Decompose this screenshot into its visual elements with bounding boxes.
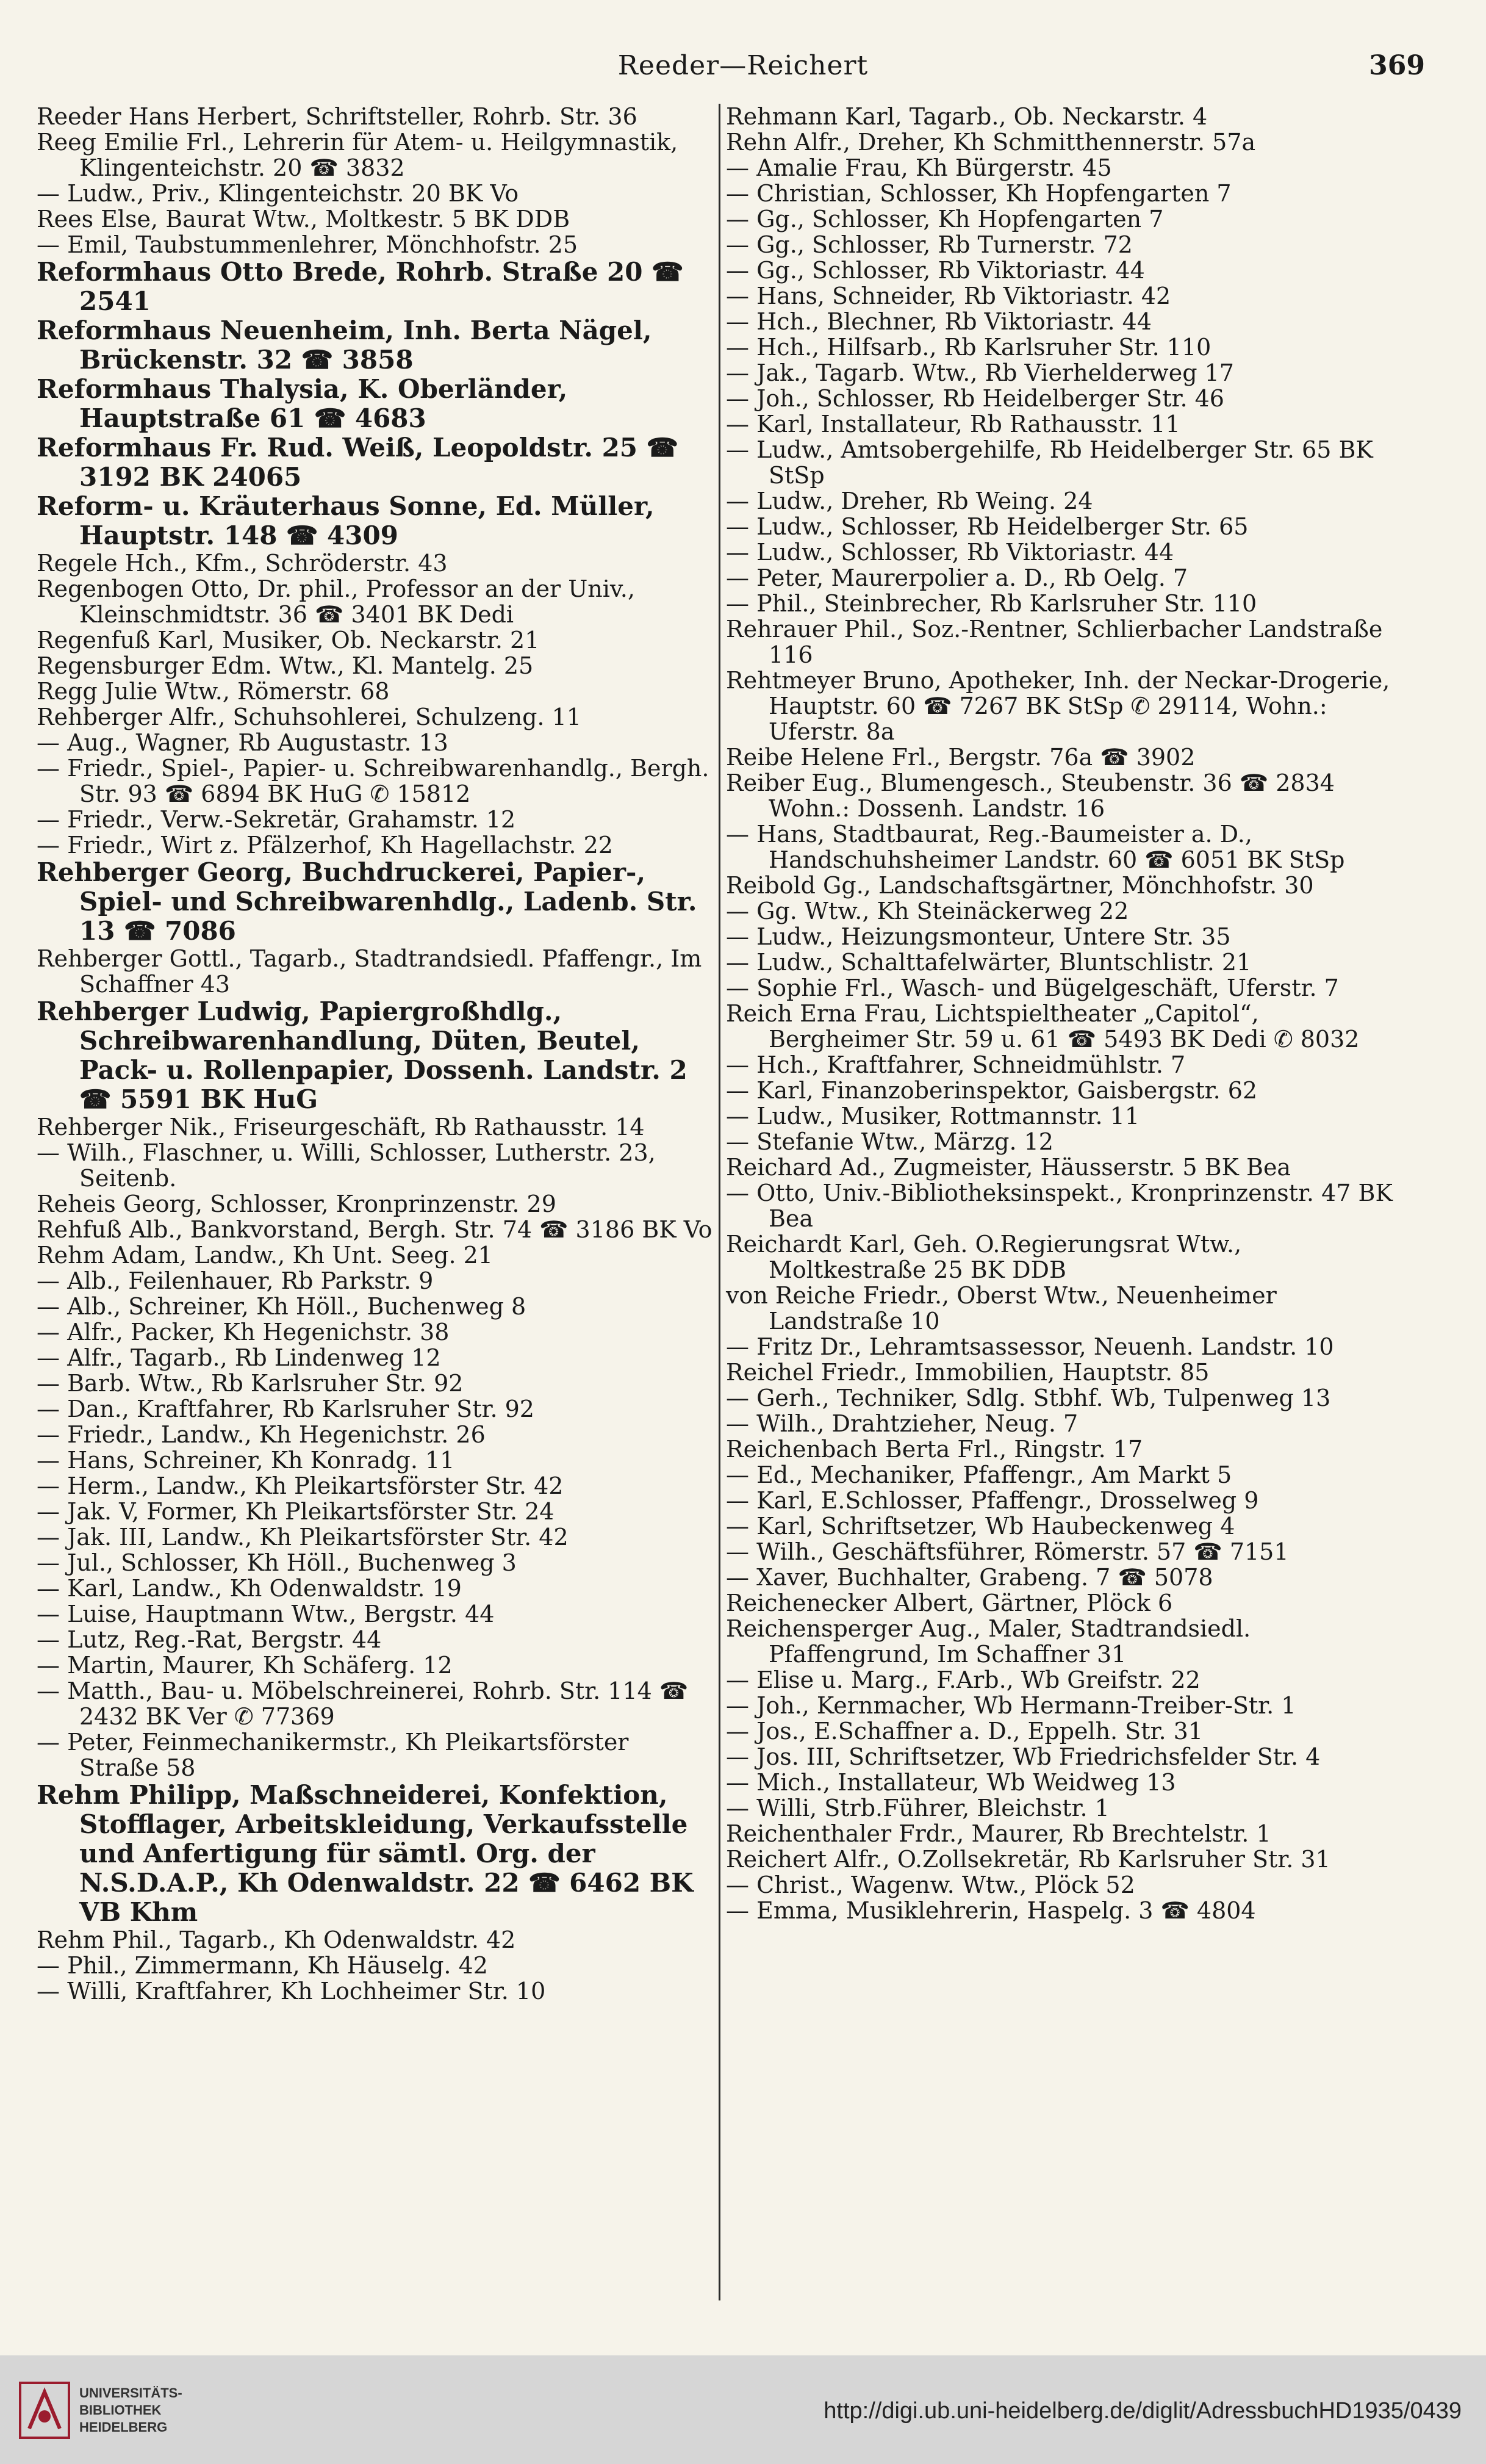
directory-entry: — Hans, Schreiner, Kh Konradg. 11	[37, 1447, 455, 1474]
directory-entry: — Stefanie Wtw., Märzg. 12	[726, 1128, 1053, 1155]
directory-entry: — Sophie Frl., Wasch- und Bügelgeschäft, Uferstr. 7	[726, 974, 1339, 1001]
directory-entry: Rees Else, Baurat Wtw., Moltkestr. 5 BK DDB	[37, 206, 570, 232]
directory-entry: — Jos., E.Schaffner a. D., Eppelh. Str. 31	[726, 1718, 1204, 1745]
directory-entry: Reibe Helene Frl., Bergstr. 76a ☎ 3902	[726, 744, 1196, 771]
directory-entry: Reibold Gg., Landschaftsgärtner, Mönchhofstr. 30	[726, 872, 1314, 899]
directory-entry: Rehm Phil., Tagarb., Kh Odenwaldstr. 42	[37, 1926, 516, 1953]
directory-entry: — Friedr., Wirt z. Pfälzerhof, Kh Hagellachstr. 22	[37, 832, 613, 859]
right-column	[726, 104, 1403, 1923]
directory-entry: — Karl, Finanzoberinspektor, Gaisbergstr. 62	[726, 1077, 1258, 1104]
university-library-logo-icon	[17, 2380, 72, 2441]
directory-entry: Reeder Hans Herbert, Schriftsteller, Rohrb. Str. 36	[37, 103, 637, 130]
directory-entry: — Hans, Schneider, Rb Viktoriastr. 42	[726, 283, 1171, 309]
directory-entry: — Joh., Kernmacher, Wb Hermann-Treiber-Str. 1	[726, 1692, 1296, 1719]
directory-entry: — Alfr., Tagarb., Rb Lindenweg 12	[37, 1344, 441, 1371]
directory-entry: — Ludw., Schlosser, Rb Heidelberger Str. 65	[726, 513, 1249, 540]
directory-entry: — Karl, Landw., Kh Odenwaldstr. 19	[37, 1575, 462, 1602]
directory-entry: — Luise, Hauptmann Wtw., Bergstr. 44	[37, 1601, 495, 1627]
directory-entry: Rehberger Ludwig, Papiergroßhdlg., Schreibwarenhandlung, Düten, Beutel, Pack- u. Rollenpapier, Dossenh. Landstr. 2 ☎ 5591 BK HuG	[37, 996, 687, 1114]
directory-entry: — Ludw., Schalttafelwärter, Bluntschlistr. 21	[726, 949, 1252, 976]
directory-entry: — Elise u. Marg., F.Arb., Wb Greifstr. 22	[726, 1666, 1201, 1693]
library-name-line1: UNIVERSITÄTS-	[79, 2385, 182, 2401]
directory-entry: — Gg., Schlosser, Kh Hopfengarten 7	[726, 206, 1164, 232]
directory-entry: — Gerh., Techniker, Sdlg. Stbhf. Wb, Tulpenweg 13	[726, 1385, 1331, 1411]
directory-entry: — Ludw., Musiker, Rottmannstr. 11	[726, 1103, 1140, 1129]
directory-entry: Reichel Friedr., Immobilien, Hauptstr. 85	[726, 1359, 1210, 1386]
directory-entry: — Otto, Univ.-Bibliotheksinspekt., Kronprinzenstr. 47 BK Bea	[726, 1180, 1393, 1232]
directory-entry: — Dan., Kraftfahrer, Rb Karlsruher Str. 92	[37, 1396, 534, 1422]
directory-entry: — Matth., Bau- u. Möbelschreinerei, Rohrb. Str. 114 ☎ 2432 BK Ver ✆ 77369	[37, 1677, 689, 1730]
directory-entry: — Amalie Frau, Kh Bürgerstr. 45	[726, 154, 1112, 181]
directory-entry: Rehtmeyer Bruno, Apotheker, Inh. der Neckar-Drogerie, Hauptstr. 60 ☎ 7267 BK StSp ✆ 29114, Wohn.: Uferstr. 8a	[726, 667, 1390, 745]
directory-entry: — Lutz, Reg.-Rat, Bergstr. 44	[37, 1626, 382, 1653]
directory-entry: Reich Erna Frau, Lichtspieltheater „Capitol“, Bergheimer Str. 59 u. 61 ☎ 5493 BK Dedi ✆ 8032	[726, 1000, 1360, 1053]
directory-entry: Regenfuß Karl, Musiker, Ob. Neckarstr. 21	[37, 627, 540, 654]
directory-entry: — Willi, Kraftfahrer, Kh Lochheimer Str. 10	[37, 1978, 546, 2005]
directory-entry: — Wilh., Flaschner, u. Willi, Schlosser, Lutherstr. 23, Seitenb.	[37, 1139, 656, 1192]
directory-entry: — Gg. Wtw., Kh Steinäckerweg 22	[726, 898, 1129, 924]
library-name-line2: BIBLIOTHEK	[79, 2402, 162, 2418]
directory-entry: — Joh., Schlosser, Rb Heidelberger Str. 46	[726, 385, 1224, 412]
directory-entry: Rehm Philipp, Maßschneiderei, Konfektion, Stofflager, Arbeitskleidung, Verkaufsstelle und Anfertigung für sämtl. Org. der N.S.D.A.P., Kh Odenwaldstr. 22 ☎ 6462 BK VB Khm	[37, 1780, 694, 1927]
library-name	[79, 2385, 182, 2436]
directory-entry: — Jak. V, Former, Kh Pleikartsförster Str. 24	[37, 1498, 555, 1525]
directory-entry: — Emma, Musiklehrerin, Haspelg. 3 ☎ 4804	[726, 1897, 1256, 1924]
directory-entry: Reeg Emilie Frl., Lehrerin für Atem- u. Heilgymnastik, Klingenteichstr. 20 ☎ 3832	[37, 129, 678, 181]
directory-entry: — Peter, Feinmechanikermstr., Kh Pleikartsförster Straße 58	[37, 1729, 629, 1781]
directory-entry: Reichenthaler Frdr., Maurer, Rb Brechtelstr. 1	[726, 1820, 1271, 1847]
directory-entry: Regg Julie Wtw., Römerstr. 68	[37, 678, 390, 705]
directory-entry: Reformhaus Otto Brede, Rohrb. Straße 20 ☎ 2541	[37, 257, 684, 316]
directory-entry: Reheis Georg, Schlosser, Kronprinzenstr. 29	[37, 1191, 556, 1217]
directory-entry: Reformhaus Thalysia, K. Oberländer, Hauptstraße 61 ☎ 4683	[37, 374, 568, 433]
directory-entry: — Ludw., Priv., Klingenteichstr. 20 BK Vo	[37, 180, 519, 207]
directory-entry: — Jos. III, Schriftsetzer, Wb Friedrichsfelder Str. 4	[726, 1743, 1321, 1770]
directory-entry: — Aug., Wagner, Rb Augustastr. 13	[37, 729, 448, 756]
page-header	[37, 50, 1449, 93]
directory-entry: Rehberger Gottl., Tagarb., Stadtrandsiedl. Pfaffengr., Im Schaffner 43	[37, 945, 702, 998]
directory-entry: Regensburger Edm. Wtw., Kl. Mantelg. 25	[37, 652, 534, 679]
directory-entry: — Hans, Stadtbaurat, Reg.-Baumeister a. D., Handschuhsheimer Landstr. 60 ☎ 6051 BK StSp	[726, 821, 1345, 873]
directory-entry: — Mich., Installateur, Wb Weidweg 13	[726, 1769, 1176, 1796]
directory-entry: — Ludw., Heizungsmonteur, Untere Str. 35	[726, 923, 1231, 950]
directory-entry: — Fritz Dr., Lehramtsassessor, Neuenh. Landstr. 10	[726, 1333, 1334, 1360]
directory-entry: — Wilh., Drahtzieher, Neug. 7	[726, 1410, 1079, 1437]
directory-entry: — Barb. Wtw., Rb Karlsruher Str. 92	[37, 1370, 464, 1397]
directory-entry: — Ludw., Amtsobergehilfe, Rb Heidelberger Str. 65 BK StSp	[726, 436, 1373, 489]
directory-entry: — Emil, Taubstummenlehrer, Mönchhofstr. 25	[37, 231, 578, 258]
directory-entry: — Christ., Wagenw. Wtw., Plöck 52	[726, 1871, 1135, 1898]
directory-entry: Reformhaus Fr. Rud. Weiß, Leopoldstr. 25 ☎ 3192 BK 24065	[37, 433, 678, 492]
directory-entry: — Gg., Schlosser, Rb Turnerstr. 72	[726, 231, 1133, 258]
directory-entry: — Ludw., Dreher, Rb Weing. 24	[726, 488, 1093, 514]
left-column	[37, 104, 714, 2004]
directory-entry: Rehberger Nik., Friseurgeschäft, Rb Rathausstr. 14	[37, 1114, 645, 1140]
directory-entry: — Karl, E.Schlosser, Pfaffengr., Drosselweg 9	[726, 1487, 1259, 1514]
page-title: Reeder—Reichert	[617, 50, 869, 81]
directory-entry: — Phil., Steinbrecher, Rb Karlsruher Str. 110	[726, 590, 1257, 617]
directory-entry: — Martin, Maurer, Kh Schäferg. 12	[37, 1652, 453, 1679]
directory-entry: Reichardt Karl, Geh. O.Regierungsrat Wtw., Moltkestraße 25 BK DDB	[726, 1231, 1242, 1283]
page-number: 369	[1369, 50, 1425, 81]
directory-entry: — Peter, Maurerpolier a. D., Rb Oelg. 7	[726, 564, 1188, 591]
directory-entry: — Xaver, Buchhalter, Grabeng. 7 ☎ 5078	[726, 1564, 1213, 1591]
directory-entry: Reformhaus Neuenheim, Inh. Berta Nägel, Brückenstr. 32 ☎ 3858	[37, 315, 652, 375]
directory-entry: — Alb., Schreiner, Kh Höll., Buchenweg 8	[37, 1293, 526, 1320]
directory-entry: — Gg., Schlosser, Rb Viktoriastr. 44	[726, 257, 1145, 284]
directory-entry: Reform- u. Kräuterhaus Sonne, Ed. Müller, Hauptstr. 148 ☎ 4309	[37, 491, 655, 550]
directory-entry: Rehfuß Alb., Bankvorstand, Bergh. Str. 74 ☎ 3186 BK Vo	[37, 1216, 712, 1243]
directory-entry: — Willi, Strb.Führer, Bleichstr. 1	[726, 1795, 1110, 1821]
directory-entry: Rehrauer Phil., Soz.-Rentner, Schlierbacher Landstraße 116	[726, 616, 1383, 668]
directory-entry: Reichensperger Aug., Maler, Stadtrandsiedl. Pfaffengrund, Im Schaffner 31	[726, 1615, 1251, 1668]
directory-entry: — Herm., Landw., Kh Pleikartsförster Str. 42	[37, 1472, 564, 1499]
directory-entry: Rehberger Georg, Buchdruckerei, Papier-, Spiel- und Schreibwarenhdlg., Ladenb. Str. 13 ☎ 7086	[37, 857, 697, 946]
directory-entry: — Friedr., Spiel-, Papier- u. Schreibwarenhandlg., Bergh. Str. 93 ☎ 6894 BK HuG ✆ 15812	[37, 755, 709, 807]
directory-entry: — Karl, Schriftsetzer, Wb Haubeckenweg 4	[726, 1513, 1235, 1540]
source-url-link[interactable]: http://digi.ub.uni-heidelberg.de/diglit/AdressbuchHD1935/0439	[824, 2398, 1462, 2424]
column-divider	[719, 104, 720, 2300]
directory-entry: Reiber Eug., Blumengesch., Steubenstr. 36 ☎ 2834 Wohn.: Dossenh. Landstr. 16	[726, 769, 1335, 822]
directory-entry: — Friedr., Landw., Kh Hegenichstr. 26	[37, 1421, 486, 1448]
directory-entry: — Ed., Mechaniker, Pfaffengr., Am Markt 5	[726, 1461, 1232, 1488]
directory-entry: Rehm Adam, Landw., Kh Unt. Seeg. 21	[37, 1242, 493, 1269]
directory-entry: — Friedr., Verw.-Sekretär, Grahamstr. 12	[37, 806, 516, 833]
directory-entry: von Reiche Friedr., Oberst Wtw., Neuenheimer Landstraße 10	[726, 1282, 1277, 1335]
directory-entry: — Karl, Installateur, Rb Rathausstr. 11	[726, 411, 1180, 438]
directory-entry: — Hch., Hilfsarb., Rb Karlsruher Str. 110	[726, 334, 1211, 361]
directory-entry: — Ludw., Schlosser, Rb Viktoriastr. 44	[726, 539, 1174, 566]
directory-entry: — Christian, Schlosser, Kh Hopfengarten 7	[726, 180, 1232, 207]
directory-entry: Rehmann Karl, Tagarb., Ob. Neckarstr. 4	[726, 103, 1208, 130]
directory-entry: — Jak., Tagarb. Wtw., Rb Vierhelderweg 17	[726, 359, 1234, 386]
directory-columns	[37, 104, 1434, 2319]
directory-entry: — Wilh., Geschäftsführer, Römerstr. 57 ☎ 7151	[726, 1538, 1289, 1565]
directory-entry: — Alfr., Packer, Kh Hegenichstr. 38	[37, 1319, 450, 1345]
directory-entry: — Hch., Blechner, Rb Viktoriastr. 44	[726, 308, 1152, 335]
directory-entry: Reichenecker Albert, Gärtner, Plöck 6	[726, 1590, 1173, 1616]
directory-entry: — Phil., Zimmermann, Kh Häuselg. 42	[37, 1952, 488, 1979]
directory-entry: Regele Hch., Kfm., Schröderstr. 43	[37, 550, 448, 577]
library-name-line3: HEIDELBERG	[79, 2419, 168, 2435]
directory-entry: Rehn Alfr., Dreher, Kh Schmitthennerstr. 57a	[726, 129, 1256, 156]
directory-entry: — Hch., Kraftfahrer, Schneidmühlstr. 7	[726, 1051, 1186, 1078]
directory-entry: Regenbogen Otto, Dr. phil., Professor an der Univ., Kleinschmidtstr. 36 ☎ 3401 BK Dedi	[37, 575, 635, 628]
directory-entry: Reichard Ad., Zugmeister, Häusserstr. 5 BK Bea	[726, 1154, 1291, 1181]
directory-entry: Rehberger Alfr., Schuhsohlerei, Schulzeng. 11	[37, 704, 581, 730]
directory-entry: — Jak. III, Landw., Kh Pleikartsförster Str. 42	[37, 1524, 569, 1551]
directory-entry: — Alb., Feilenhauer, Rb Parkstr. 9	[37, 1267, 434, 1294]
directory-entry: Reichenbach Berta Frl., Ringstr. 17	[726, 1436, 1143, 1463]
directory-entry: Reichert Alfr., O.Zollsekretär, Rb Karlsruher Str. 31	[726, 1846, 1330, 1873]
directory-entry: — Jul., Schlosser, Kh Höll., Buchenweg 3	[37, 1549, 517, 1576]
footer-bar	[0, 2355, 1486, 2464]
